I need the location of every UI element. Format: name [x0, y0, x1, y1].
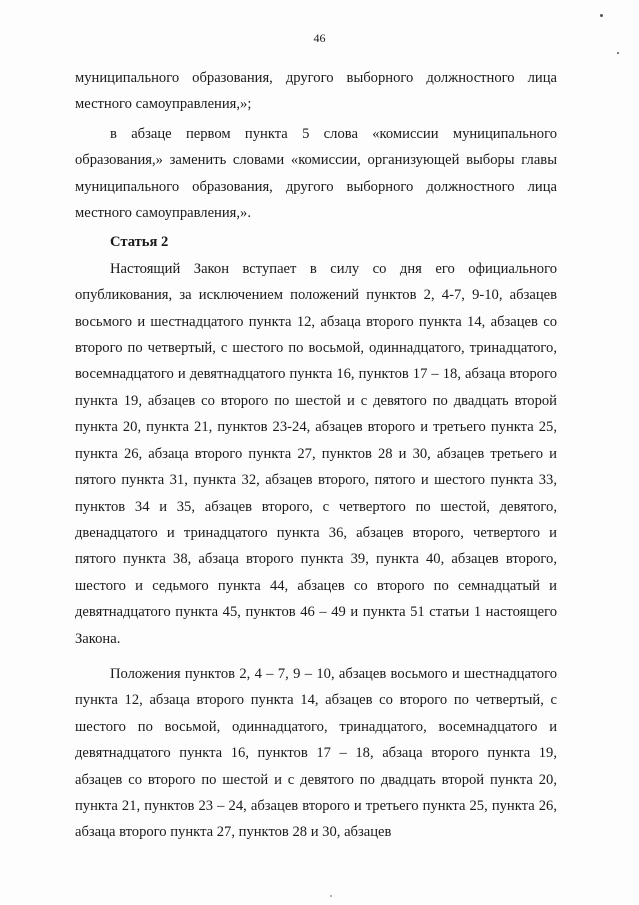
page-number: 46 [313, 31, 326, 45]
paragraph-effective-date: Настоящий Закон вступает в силу со дня его официального опубликования, за исключением положений пунктов 2, 4-7, 9-10, абзацев восьмого и шестнадцатого пункта 12, абзаца второго пункта 14, абзацев со второго по четвертый, с шестого по восьмой, одиннадцатого, тринадцатого, восемнадцатого и девятнадцатого пункта 16, пунктов 17 – 18, абзаца второго пункта 19, абзацев со второго по шестой и с девятого по двадцать второй пункта 20, пункта 21, пунктов 23-24, абзацев второго и третьего пункта 25, пункта 26, абзаца второго пункта 27, пунктов 28 и 30, абзацев третьего и пятого пункта 31, пункта 32, абзацев второго, пятого и шестого пункта 33, пунктов 34 и 35, абзацев второго, с четвертого по шестой, девятого, двенадцатого и тринадцатого пункта 36, абзацев второго, четвертого и пятого пункта 38, абзаца второго пункта 39, пункта 40, абзацев второго, шестого и седьмого пункта 44, абзацев со второго по семнадцатый и девятнадцатого пункта 45, пунктов 46 – 49 и пункта 51 статьи 1 настоящего Закона. [75, 260, 557, 647]
paragraph-continuation: муниципального образования, другого выборного должностного лица местного самоуправления,»; [75, 70, 557, 113]
scan-speck [617, 52, 619, 54]
article-heading: Статья 2 [110, 234, 169, 251]
document-body [75, 65, 557, 846]
scan-speck [330, 895, 332, 897]
paragraph-amendment: в абзаце первом пункта 5 слова «комиссии муниципального образования,» заменить словами «комиссии, организующей выборы главы муниципального образования, другого выборного должностного лица местного самоуправления,». [75, 125, 557, 222]
scan-speck [600, 14, 603, 17]
paragraph-provisions: Положения пунктов 2, 4 – 7, 9 – 10, абзацев восьмого и шестнадцатого пункта 12, абзаца второго пункта 14, абзацев со второго по четвертый, с шестого по восьмой, одиннадцатого, тринадцатого, восемнадцатого и девятнадцатого пункта 16, пунктов 17 – 18, абзаца второго пункта 19, абзацев со второго по шестой и с девятого по двадцать второй пункта 20, пункта 21, пунктов 23 – 24, абзацев второго и третьего пункта 25, пункта 26, абзаца второго пункта 27, пунктов 28 и 30, абзацев [75, 665, 557, 841]
